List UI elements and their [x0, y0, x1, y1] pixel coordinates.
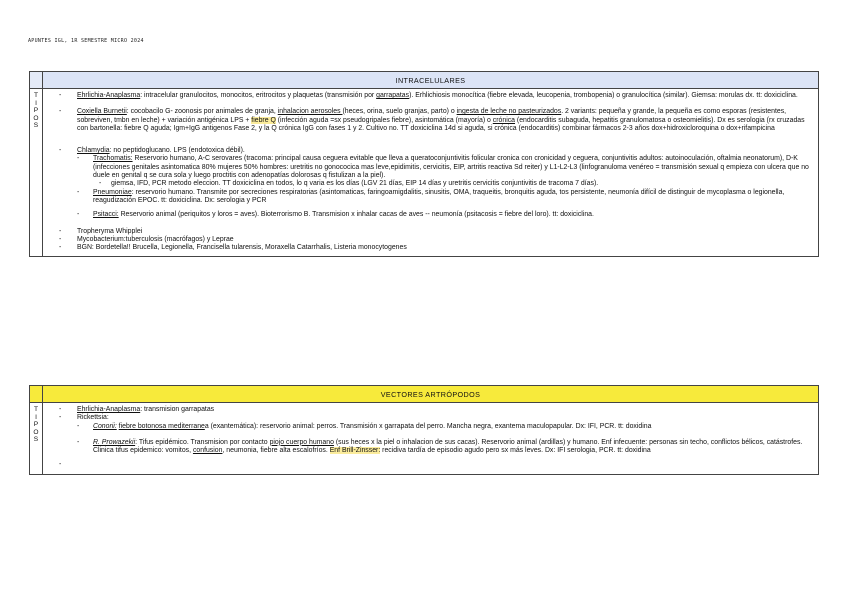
intracelulares-content	[43, 89, 819, 257]
list-item-tropheryma: - Tropheryma Whipplei	[59, 227, 143, 235]
list-item-trachomatis: - Trachomatis: Reservorio humano, A-C serovares (tracoma: principal causa ceguera evitable que lleva a queratoconjuntivitis folicular cronica con cronicidad y ceguera, conjuntivitis adultos: autoinoculación, oftalmia neonatorum), D-K (infecciones genitales asintomatica 80% mujeres 50% hombres: uretritis no gonococica mas leve,epidimitis, cervicitis, EIP, artritis reactiva Sd reiter) y L1-L2-L3 (linfogranuloma venéreo = transmisión sexual q empieza con ulcera que no duele en genital q se cura sola y luego proctitis con adenopatías dolorosas q fistulizan a la piel).	[77, 155, 809, 180]
list-item-conorii: - Conorii: fiebre botonosa mediterranea (exantemática): reservorio animal: perros. Transmisión x garrapata del perro. Mancha negra, exantema maculopapular. Dx: IFI, PCR. tt: doxidina	[77, 422, 652, 430]
section-title-vectores: VECTORES ARTRÓPODOS	[43, 386, 819, 403]
corner-cell	[30, 72, 43, 89]
list-item-psitacci: - Psitacci: Reservorio animal (periquitos y loros = aves). Bioterrorismo B. Transmision x inhalar cacas de aves -- neumonía (psitacosis = fiebre del loro). tt: doxiciclina.	[77, 211, 594, 219]
vectores-table	[29, 385, 819, 475]
list-item-ehrlichia: - Ehrlichia-Anaplasma: intracelular granulocitos, monocitos, eritrocitos y plaquetas (transmisión por garrapatas). Erhlichiosis monocítica (fiebre elevada, leucopenia, trombopenia) o granulocítica (similar). Giemsa: morulas dx. tt: doxiciclina.	[59, 92, 798, 99]
list-item-rickettsia: - Rickettsia:	[59, 414, 109, 422]
list-item-coxiella: - Coxiella Burnetii: cocobacilo G- zoonosis por animales de granja, inhalacion aerosoles (heces, orina, suelo granjas, parto) o ingesta de leche no pasteurizados. 2 variants: pequeña y grande, la pequeña es como esporas (resistentes, sobreviven, tmbn en leche) + variación antigénica LPS + fiebre Q (infección aguda =sx pseudogripales fiebre), asintomática (mayoría) o crónica (endocarditis subaguda, hepatitis granulomatosa o osteomielitis). Dx es serologia (rx cruzadas con bartonella: fiebre Q aguda; Igm+IgG antigenos Fase 2, y la Q crónica IgG con fases 1 y 2. Cultivo no. TT doxiciclina 14d si aguda, si crónica (endocarditis) combinar fármacos 2-3 años dox+hidroxicloroquina o dox+rifampicina	[59, 108, 805, 132]
list-item-mycobacterium: - Mycobacterium:tuberculosis (macrófagos) y Leprae	[59, 235, 234, 243]
list-item-prowazekii: - R. Prowazekii: Tifus epidémico. Transmision por contacto piojo cuerpo humano (sus heces x la piel o inhalacion de sus cacas). Reservorio animal (ardillas) y humano. Enf infecuente: personas sin techo, conflictos bélicos, catástrofes. Clinica tifus epidemico: vomitos, confusion, neumonia, fiebre alta escalofríos. Enf Brill-Zinsser: recidiva tardía de episodio agudo pero sx más leves. Dx: IFI serologia, PCR. tt: doxidina	[77, 438, 803, 455]
list-item-ehrlichia: - Ehrlichia-Anaplasma: transmision garrapatas	[59, 406, 215, 413]
list-item-giemsa: - giemsa, IFD, PCR metodo eleccion. TT doxiciclina en todos, lo q varia es los días (LGV 21 días, EIP 14 días y uretritis cervicitis conjuntivitis de tracoma 7 días).	[99, 180, 599, 188]
intracelulares-table	[29, 71, 819, 257]
list-item-pneumoniae: - Pneumoniae: reservorio humano. Transmite por secreciones respiratorias (asintomaticas, faringoamigdalitis, sinusitis, OMA, traqueitis, bronquitis aguda, tos persistente, neumonía difícil de distinguir de mycoplasma o legionella, reagudización EPOC. tt: doxiciclina. Dx: serologia y PCR	[77, 188, 785, 204]
tipos-vertical-label: T I P O S	[30, 89, 43, 257]
vectores-content	[43, 403, 819, 475]
list-item-empty: -	[59, 461, 62, 469]
list-item-chlamydia: - Chlamydia: no peptidoglucano. LPS (endotoxica débil).	[59, 147, 245, 155]
corner-cell	[30, 386, 43, 403]
tipos-vertical-label: T I P O S	[30, 403, 43, 475]
list-item-bgn: - BGN: Bordetella!! Brucella, Legionella, Francisella tularensis, Moraxella Catarrhalis, Listeria monocytogenes	[59, 244, 407, 252]
section-title-intracelulares: INTRACELULARES	[43, 72, 819, 89]
document-header: APUNTES IGL, 1R SEMESTRE MICRO 2024	[28, 38, 144, 44]
